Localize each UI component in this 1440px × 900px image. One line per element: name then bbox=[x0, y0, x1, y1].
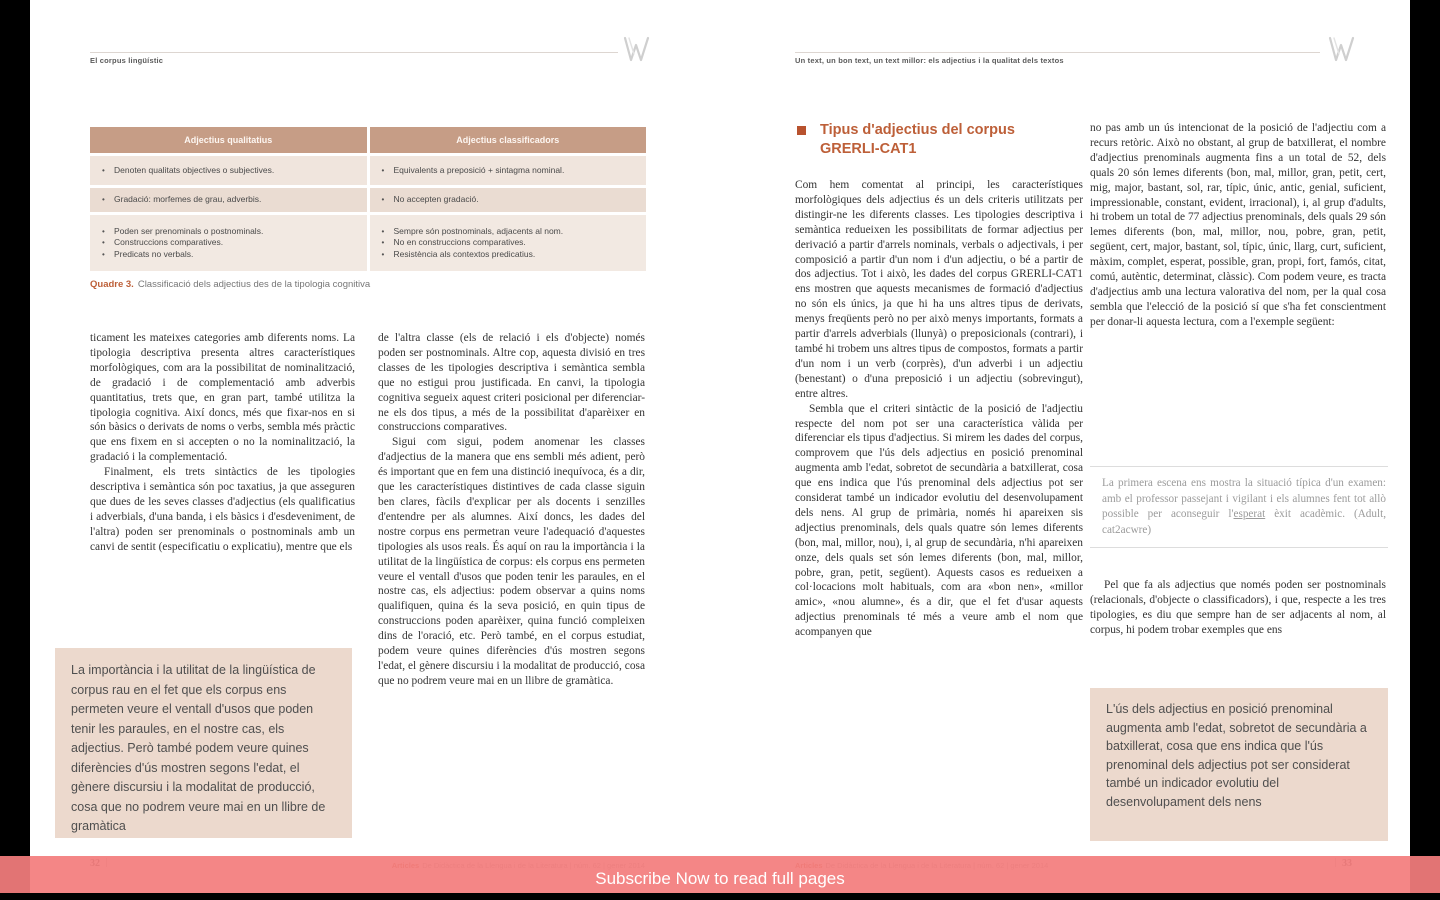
subscribe-banner[interactable] bbox=[0, 856, 1440, 893]
table-item: Denoten qualitats objectives o subjectives. bbox=[114, 164, 275, 175]
callout-text: La importància i la utilitat de la lingüística de corpus rau en el fet que els corpus ens permeten veure el ventall d'usos que poden tenir les paraules, en el nostre cas, els adjectius. Però també podem veure quines diferències d'ús mostren segons l'edat, el gènere discursiu i la modalitat de producció, cosa que no podrem veure mai en un llibre de gramàtica bbox=[71, 663, 326, 833]
running-head-right: Un text, un bon text, un text millor: els adjectius i la qualitat dels textos bbox=[795, 56, 1064, 65]
table-header-classificadors: Adjectius classificadors bbox=[370, 127, 647, 153]
subscribe-banner-label: Subscribe Now to read full pages bbox=[595, 868, 845, 888]
table-caption-text: Classificació dels adjectius des de la tipologia cognitiva bbox=[137, 279, 371, 290]
table-caption-label: Quadre 3. bbox=[90, 279, 134, 290]
table-cell bbox=[370, 156, 647, 185]
table-item: Gradació: morfemes de grau, adverbis. bbox=[114, 194, 262, 205]
bullet-icon: • bbox=[381, 165, 385, 175]
bullet-icon: • bbox=[102, 249, 105, 259]
table-header-row bbox=[90, 127, 646, 153]
paragraph: Sembla que el criteri sintàctic de la posició de l'adjectiu respecte del nom pot ser una característica vàlida per diferenciar els tipus d'adjectius. Si mirem les dades del corpus, comprovem que l'ús dels adjectius en posició prenominal augmenta amb l'edat, sobretot de secundària a batxillerat, cosa que ens indica que l'ús prenominal dels adjectius pot ser considerat també un indicador evolutiu del desenvolupament dels nens. Al grup de primària, només hi apareixen sis adjectius prenominals, dels quals quatre són lemes diferents (bon, mal, millor, nou), i, al grup de secundària, n'hi apareixen onze, dels quals set són lemes diferents (bon, mal, millor, pobre, gran, petit, següent). Aquests casos es redueixen a col·locacions molt habituals, com ara «bon nen», «millor amic», «nou alumne», és a dir, que el fet d'usar aquests adjectius prenominals té més a veure amb el nom que acompanyen que bbox=[795, 402, 1083, 639]
bullet-icon: • bbox=[102, 226, 105, 236]
text-column bbox=[1090, 121, 1386, 459]
table-row bbox=[90, 215, 646, 271]
document-spread bbox=[30, 0, 1410, 893]
table-cell bbox=[370, 188, 647, 212]
table-row bbox=[90, 188, 646, 212]
table-row bbox=[90, 156, 646, 185]
table-item: Equivalents a preposició + sintagma nominal. bbox=[393, 164, 565, 175]
quote-text: èxit acadèmic. (Adult, cat2acwre) bbox=[1102, 508, 1386, 536]
bullet-icon: • bbox=[381, 249, 385, 259]
running-head-left: El corpus lingüístic bbox=[90, 56, 164, 65]
bullet-icon: • bbox=[381, 226, 385, 236]
table-cell bbox=[90, 215, 367, 271]
table-item: Sempre són postnominals, adjacents al nom. bbox=[393, 225, 564, 236]
section-title-text: Tipus d'adjectius del corpus GRERLI-CAT1 bbox=[820, 122, 1015, 157]
table-caption bbox=[90, 279, 646, 290]
text-column bbox=[1090, 578, 1386, 662]
quote-underlined-word: esperat bbox=[1233, 508, 1266, 520]
running-head-rule-left bbox=[90, 52, 618, 53]
table-cell bbox=[90, 156, 367, 185]
callout-box bbox=[55, 648, 352, 838]
paragraph: Pel que fa als adjectius que només poden ser postnominals (relacionals, d'objecte o classificadors), i que, respecte a les tres tipologies, es diu que sempre han de ser adjacents al nom, al corpus, hi podem trobar exemples que ens bbox=[1090, 579, 1386, 636]
table-item: Resistència als contextos predicatius. bbox=[393, 248, 536, 259]
table-item: Poden ser prenominals o postnominals. bbox=[114, 225, 264, 236]
text-column bbox=[378, 331, 645, 845]
bullet-icon: • bbox=[102, 195, 105, 205]
bullet-icon: • bbox=[381, 195, 385, 205]
adjective-classification-table bbox=[90, 127, 646, 274]
running-head-rule-right bbox=[795, 52, 1320, 53]
paragraph: de l'altra classe (els de relació i els d'objecte) només poden ser postnominals. Altre cop, aquesta divisió en tres classes de les tipologies descriptiva i semàntica sembla que no estigui prou justificada. En canvi, la tipologia cognitiva segueix aquest criteri posicional per diferenciar-ne els dos tipus, a més de la possibilitat d'aparèixer en construccions comparatives. bbox=[378, 332, 645, 434]
example-quote bbox=[1090, 466, 1388, 548]
callout-text: L'ús dels adjectius en posició prenominal augmenta amb l'edat, sobretot de secundària a batxillerat, cosa que ens indica que l'ús prenominal dels adjectius pot ser considerat també un indicador evolutiu del desenvolupament dels nens bbox=[1106, 702, 1367, 809]
text-column bbox=[795, 178, 1083, 848]
paragraph: Finalment, els trets sintàctics de les tipologies descriptiva i semàntica són poc taxatius, ja que asseguren que dues de les seves classes d'adjectius (els qualificatius i adverbials, d'una banda, i els bàsics i d'esdeveniment, de l'altra) poden ser prenominals o postnominals amb un canvi de sentit (especificatiu o explicatiu), mentre que els bbox=[90, 466, 355, 553]
paragraph: no pas amb un ús intencionat de la posició de l'adjectiu com a recurs retòric. Això no obstant, al grup de batxillerat, el nombre d'adjectius prenominals augmenta fins a un total de 52, dels quals 20 són lemes diferents (bon, mal, millor, gran, petit, cert, mig, major, bastant, sol, rar, típic, únic, antic, genial, suficient, impressionable, constant, evident, irracional), i, al grup d'adults, hi trobem un total de 77 adjectius prenominals, dels quals 29 són lemes diferents (bon, mal, millor, nou, pobre, gran, petit, següent, cert, major, bastant, sol, típic, únic, llarg, curt, suficient, màxim, complet, esperat, possible, gran, propi, fort, famós, citat, comú, autèntic, determinat, clàssic). Com podem veure, es tracta d'adjectius amb una lectura valorativa del nom, per la qual cosa sembla que l'elecció de la posició sí que s'ha fet conscientment per donar-li aquesta lectura, com a l'exemple següent: bbox=[1090, 122, 1386, 328]
journal-logo-icon bbox=[1327, 34, 1357, 64]
table-item: No accepten gradació. bbox=[393, 194, 479, 205]
section-marker-icon bbox=[797, 126, 806, 135]
bullet-icon: • bbox=[102, 165, 105, 175]
callout-box bbox=[1090, 688, 1388, 841]
paragraph: Sigui com sigui, podem anomenar les classes d'adjectius de la manera que ens sembli més adient, però és important que en fem una distinció inequívoca, és a dir, que les característiques distintives de cada classe siguin ben clares, fàcils d'explicar per als docents i senzilles d'entendre per als alumnes. Així doncs, les dades del nostre corpus ens permetran veure l'adequació d'aquestes tipologies als usos reals. És aquí on rau la importància i la utilitat de la lingüística de corpus: els corpus ens permeten veure el ventall d'usos que poden tenir les paraules, en el nostre cas, els adjectius: podem observar a quins noms qualifiquen, quina és la seva posició, en quin tipus de construccions poden aparèixer, quina funció compleixen dins de l'oració, etc. Però també, en el corpus estudiat, podem veure quines diferències d'ús mostren segons l'edat, el gènere discursiu i la modalitat de producció, cosa que no podrem veure mai en un llibre de gramàtica. bbox=[378, 436, 645, 687]
table-cell bbox=[370, 215, 647, 271]
table-item: No en construccions comparatives. bbox=[393, 237, 526, 248]
bullet-icon: • bbox=[381, 238, 385, 248]
journal-logo-icon bbox=[622, 34, 652, 64]
paragraph: Com hem comentat al principi, les característiques morfològiques dels adjectius és un dels criteris utilitzats per distingir-ne les diferents classes. Les tipologies descriptiva i semàntica redueixen les possibilitats de formar adjectius per derivació a partir d'arrels nominals, verbals o adjectivals, i per composició a partir d'un nom i d'un adjectiu, o bé a partir de dos adjectius. Tot i això, les dades del corpus GRERLI-CAT1 ens mostren que aquests mecanismes de formació d'adjectius no són els únics, ja que hi ha uns altres tipus de derivats, menys freqüents però no per això menys importants, formats a partir d'arrels adverbials (llunyà) o preposicionals (contrari), i també hi trobem uns altres tipus de compostos, formats a partir d'un nom i un verb (corprès), d'un adverbi i un adjectiu (benestant) o d'una preposició i un adjectiu (sobrevingut), entre altres. bbox=[795, 179, 1083, 400]
table-cell bbox=[90, 188, 367, 212]
bullet-icon: • bbox=[102, 238, 105, 248]
section-title bbox=[795, 121, 1045, 158]
table-item: Construccions comparatives. bbox=[114, 237, 224, 248]
table-header-qualitatius: Adjectius qualitatius bbox=[90, 127, 367, 153]
paragraph: ticament les mateixes categories amb diferents noms. La tipologia descriptiva presenta altres característiques morfològiques, com ara la possibilitat de nominalització, de gradació i de complementació amb adverbis quantitatius, trets que, en gran part, també utilitza la tipologia cognitiva. Així doncs, més que fixar-nos en si són bàsics o derivats de noms o verbs, sembla més pràctic que ens fixem en si accepten o no la nominalització, la gradació i la complementació. bbox=[90, 332, 355, 464]
table-item: Predicats no verbals. bbox=[114, 248, 194, 259]
text-column bbox=[90, 331, 355, 638]
quote-text: La primera escena ens mostra la situació típica d'un examen: amb el professor passejant i vigilant i els alumnes fent tot allò possible per aconseguir l' bbox=[1102, 477, 1386, 520]
